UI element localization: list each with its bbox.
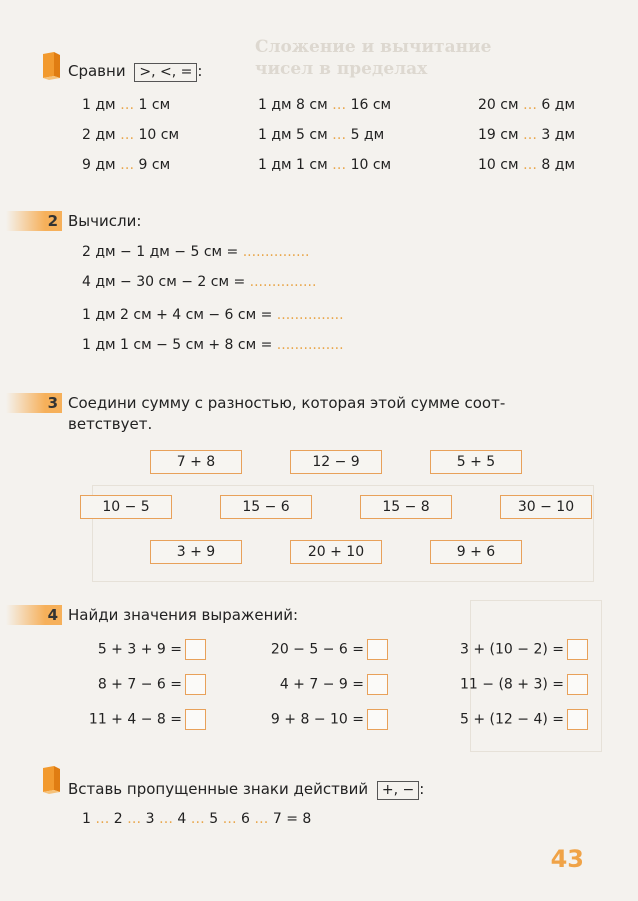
task2-prompt: Вычисли:	[68, 212, 142, 230]
task4-expression	[420, 674, 588, 695]
task1-r1c3: 20 см … 6 дм	[478, 97, 576, 113]
task3-prompt-line2: ветствует.	[68, 415, 153, 433]
task1-signs-box: >, <, =	[134, 63, 197, 82]
task5-prompt-text: Вставь пропущенные знаки действий	[68, 780, 369, 798]
task1-r1c1: 1 дм … 1 см	[82, 97, 171, 113]
answer-box[interactable]	[567, 639, 588, 660]
task2-row1-answer: ...............	[242, 244, 310, 260]
task4-expr-text: 9 + 8 − 10 =	[270, 711, 364, 728]
task1-prompt	[68, 61, 202, 82]
task1-r1c2: 1 дм 8 см … 16 см	[258, 97, 392, 113]
task3-number: 3	[6, 393, 62, 413]
task2-row3-answer: ...............	[276, 307, 344, 323]
task1-colon: :	[197, 62, 203, 80]
bleed-text-2: чисел в пределах	[255, 59, 428, 79]
task4-expr-text: 5 + (12 − 4) =	[460, 711, 564, 728]
task5-prompt	[68, 779, 424, 800]
task1-r2c1: 2 дм … 10 см	[82, 127, 180, 143]
task4-expr-text: 20 − 5 − 6 =	[270, 641, 364, 658]
task4-expression	[80, 639, 206, 660]
task4-prompt: Найди значения выражений:	[68, 606, 299, 624]
task4-expr-text: 5 + 3 + 9 =	[97, 641, 182, 658]
task4-expr-text: 3 + (10 − 2) =	[460, 641, 564, 658]
sum-box[interactable]: 3 + 9	[150, 540, 242, 564]
sum-box[interactable]: 12 − 9	[290, 450, 382, 474]
answer-box[interactable]	[567, 709, 588, 730]
task5-sequence: 1 … 2 … 3 … 4 … 5 … 6 … 7 = 8	[82, 811, 312, 827]
task4-expression	[420, 639, 588, 660]
difference-box[interactable]: 10 − 5	[80, 495, 172, 519]
sum-box[interactable]: 5 + 5	[430, 450, 522, 474]
task1-prompt-text: Сравни	[68, 62, 126, 80]
difference-box[interactable]: 30 − 10	[500, 495, 592, 519]
task4-expression	[80, 709, 206, 730]
answer-box[interactable]	[185, 674, 206, 695]
task4-expression	[240, 674, 388, 695]
task4-number: 4	[6, 605, 62, 625]
task2-number: 2	[6, 211, 62, 231]
task2-row3-expr: 1 дм 2 см + 4 см − 6 см =	[82, 307, 273, 323]
bleed-text-1: Сложение и вычитание	[255, 37, 492, 57]
answer-box[interactable]	[185, 709, 206, 730]
task5-colon: :	[419, 780, 425, 798]
task5-signs-box: +, −	[377, 781, 419, 800]
answer-box[interactable]	[367, 674, 388, 695]
task2-row2	[82, 273, 316, 291]
page-number: 43	[550, 845, 584, 873]
task1-r2c3: 19 см … 3 дм	[478, 127, 576, 143]
book-icon	[38, 764, 64, 794]
answer-box[interactable]	[367, 709, 388, 730]
answer-box[interactable]	[185, 639, 206, 660]
task4-expression	[420, 709, 588, 730]
task3-prompt-line1: Соедини сумму с разностью, которая этой сумме соот-	[68, 394, 506, 412]
task4-expression	[240, 709, 388, 730]
answer-box[interactable]	[367, 639, 388, 660]
task2-row2-expr: 4 дм − 30 см − 2 см =	[82, 274, 246, 290]
difference-box[interactable]: 15 − 8	[360, 495, 452, 519]
sum-box[interactable]: 9 + 6	[430, 540, 522, 564]
task4-expression	[80, 674, 206, 695]
task4-expr-text: 8 + 7 − 6 =	[97, 676, 182, 693]
task1-r3c2: 1 дм 1 см … 10 см	[258, 157, 392, 173]
sum-box[interactable]: 7 + 8	[150, 450, 242, 474]
task2-row4-expr: 1 дм 1 см − 5 см + 8 см =	[82, 337, 273, 353]
task2-row4-answer: ...............	[276, 337, 344, 353]
task2-row3	[82, 306, 344, 324]
task1-r3c3: 10 см … 8 дм	[478, 157, 576, 173]
task4-expr-text: 11 + 4 − 8 =	[88, 711, 182, 728]
task1-r3c1: 9 дм … 9 см	[82, 157, 171, 173]
answer-box[interactable]	[567, 674, 588, 695]
task2-row1	[82, 243, 309, 261]
task1-r2c2: 1 дм 5 см … 5 дм	[258, 127, 385, 143]
task4-expression	[240, 639, 388, 660]
task4-expr-text: 4 + 7 − 9 =	[279, 676, 364, 693]
task2-row2-answer: ...............	[249, 274, 317, 290]
book-icon	[38, 50, 64, 80]
task4-expr-text: 11 − (8 + 3) =	[460, 676, 564, 693]
sum-box[interactable]: 20 + 10	[290, 540, 382, 564]
difference-box[interactable]: 15 − 6	[220, 495, 312, 519]
task2-row1-expr: 2 дм − 1 дм − 5 см =	[82, 244, 239, 260]
task2-row4	[82, 336, 344, 354]
